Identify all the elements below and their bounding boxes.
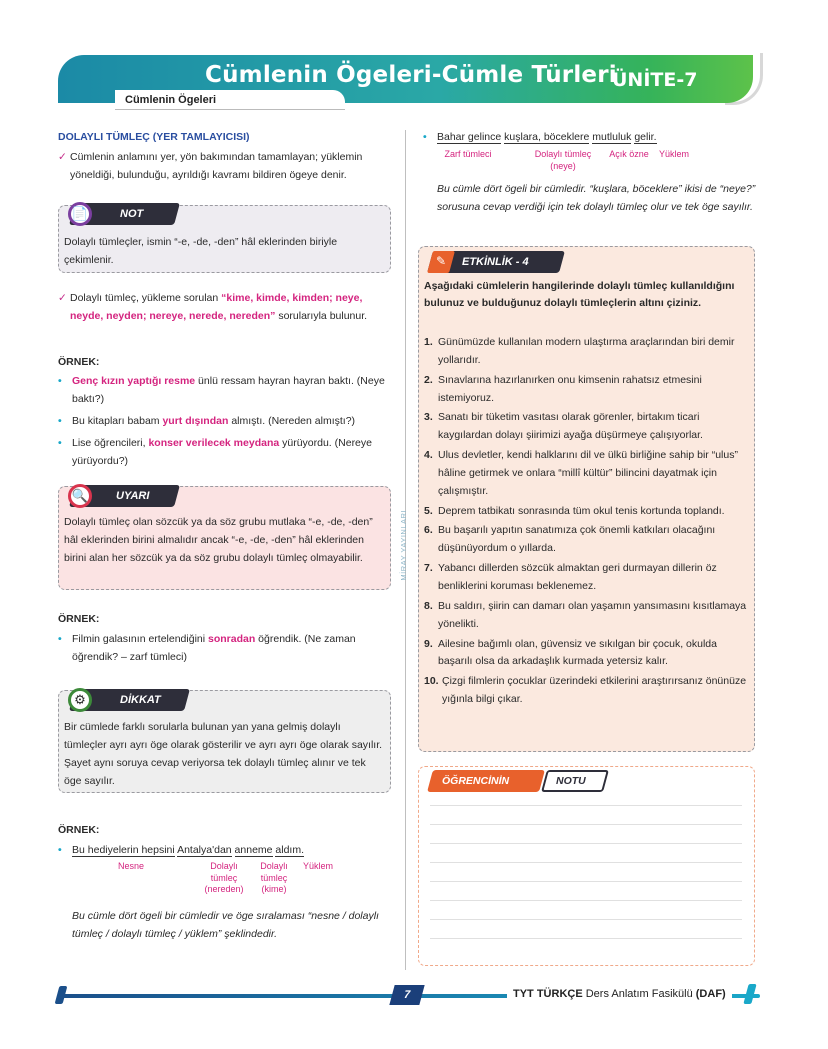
warning-tag: 🔍 UYARI: [68, 482, 178, 510]
explanation: Bu cümle dört ögeli bir cümledir ve öge sıralaması “nesne / dolaylı tümleç / dolaylı tümleç / yüklem” şeklindedir.: [72, 910, 379, 940]
example-heading: ÖRNEK:: [58, 613, 100, 625]
definition-1: ✓ Cümlenin anlamını yer, yön bakımından tamamlayan; yüklemin yöneldiği, bulunduğu, ayrıldığı kavramı bildiren ögeye denir.: [58, 151, 363, 181]
publisher-vertical-text: MİRAY YAYINLARI: [399, 510, 408, 581]
activity-item: 2. Sınavlarına hazırlanırken onu kimsenin rahatsız etmesini istemiyoruz.: [424, 373, 702, 404]
edit-icon: ✎: [436, 254, 447, 268]
activity-item: 10. Çizgi filmlerin çocuklar üzerindeki etkilerini araştırırsanız önünüze yığınla bilgi çıkar.: [424, 675, 747, 706]
magnifier-icon: 🔍: [68, 484, 92, 508]
activity-item: 5. Deprem tatbikatı sonrasında tüm okul tenis kortunda toplandı.: [424, 504, 725, 517]
attention-tag: ⚙ DİKKAT: [68, 686, 188, 714]
note-line: [430, 824, 742, 825]
activity-tag: ✎ ETKİNLİK - 4: [426, 248, 566, 276]
element-label: Açık özne: [609, 149, 649, 159]
element-label: Yüklem: [658, 149, 689, 159]
definition-2: ✓ Dolaylı tümleç, yükleme sorulan “kime, kimde, kimden; neye, neyde, neyden; nereye, nerede, nereden” sorularıyla bulunur.: [58, 292, 368, 322]
element-label: Dolaylı tümleç (kime): [260, 861, 288, 895]
activity-item: 9. Ailesine bağımlı olan, güvensiz ve sıkılgan bir çocuk, okulda başarılı olsa da arkadaşlık kurmada yetersiz kalır.: [424, 637, 717, 668]
note-line: [430, 805, 742, 806]
activity-item: 4. Ulus devletler, kendi halklarını dil ve ülkü birliğine sahip bir “ulus” hâline getirmek ve onlara “millî kültür” bilincini dayatmak için çalışmıştır.: [424, 449, 738, 497]
activity-item: 6. Bu başarılı yapıtın sanatımıza çok önemli katkıları olacağını düşünüyordum o yıllarda.: [424, 524, 716, 555]
page-number: 7: [389, 985, 424, 1005]
section-title: DOLAYLI TÜMLEÇ (YER TAMLAYICISI): [58, 131, 250, 143]
note-line: [430, 881, 742, 882]
note-line: [430, 862, 742, 863]
note-text: Dolaylı tümleçler, ismin “-e, -de, -den” hâl eklerinden biriyle çekimlenir.: [64, 236, 338, 266]
note-line: [430, 843, 742, 844]
activity-list: [424, 334, 750, 711]
alert-gear-icon: ⚙: [68, 688, 92, 712]
document-icon: 📄: [68, 202, 92, 226]
example-heading: ÖRNEK:: [58, 356, 100, 368]
attention-text: Bir cümlede farklı sorularla bulunan yan yana gelmiş dolaylı tümleçler ayrı ayrı öge olarak gösterilir ve ayrı ayrı öge olarak sayılır. Şayet aynı soruya cevap veriyorsa tek dolaylı tümleç alınır ve tek öge sayılır.: [64, 721, 383, 787]
element-label: Zarf tümleci: [444, 149, 492, 159]
explanation: Bu cümle dört ögeli bir cümledir. “kuşlara, böceklere” ikisi de “neye?” sorusuna cevap verdiği için tek dolaylı tümleç olur ve tek öge sayılır.: [437, 183, 756, 213]
unit-label: ÜNİTE-7: [612, 69, 698, 91]
example-item: • Filmin galasının ertelendiğini sonradan öğrendik. (Ne zaman öğrendik? – zarf tümleci): [58, 633, 356, 663]
element-label: Nesne: [117, 861, 144, 871]
example-heading: ÖRNEK:: [58, 824, 100, 836]
analyzed-sentence: • Bu hediyelerin hepsini Antalya'dan anneme aldım.: [58, 844, 305, 856]
example-item: • Bu kitapları babam yurt dışından almıştı. (Nereden almıştı?): [58, 415, 356, 427]
note-tag: 📄 NOT: [68, 200, 178, 228]
activity-item: 7. Yabancı dillerden sözcük almaktan geri durmayan dillerin öz benliklerini koruması beklenemez.: [424, 562, 717, 592]
student-notes-box[interactable]: [418, 766, 755, 966]
example-item: • Genç kızın yaptığı resme ünlü ressam hayran hayran baktı. (Neye baktı?): [58, 375, 385, 405]
page-subtitle: Cümlenin Ögeleri: [115, 90, 345, 109]
activity-item: 8. Bu saldırı, şiirin can damarı olan yaşamın yansımasını kısıtlamaya yönelikti.: [424, 599, 747, 630]
note-line: [430, 938, 742, 939]
page-title: Cümlenin Ögeleri-Cümle Türleri: [205, 62, 617, 88]
element-label: Dolaylı tümleç (neye): [534, 149, 592, 171]
element-label: Yüklem: [302, 861, 333, 871]
warning-text: Dolaylı tümleç olan sözcük ya da söz grubu mutlaka “-e, -de, -den” hâl eklerinden birini almalıdır ancak “-e, -de, -den” hâl eklerinden birini alan her sözcük ya da söz grubu dolaylı tümleç olmayabilir.: [64, 516, 373, 564]
element-label: Dolaylı tümleç (nereden): [204, 861, 244, 895]
footer-title: TYT TÜRKÇE Ders Anlatım Fasikülü (DAF): [507, 986, 732, 1003]
example-item: • Lise öğrencileri, konser verilecek meydana yürüyordu. (Nereye yürüyordu?): [58, 437, 372, 467]
activity-item: 3. Sanatı bir tüketim vasıtası olarak görenler, birtakım ticari kaygılardan dolayı şiirimizi ayağa düşürmeye çalışıyorlar.: [424, 411, 703, 442]
note-line: [430, 900, 742, 901]
check-icon: ✓: [58, 292, 67, 304]
student-notes-tag: ÖĞRENCİNİN NOTU: [428, 768, 618, 794]
activity-instructions: Aşağıdaki cümlelerin hangilerinde dolaylı tümleç kullanıldığını bulunuz ve bulduğunuz dolaylı tümleçlerin altını çiziniz.: [424, 280, 735, 310]
note-line: [430, 919, 742, 920]
analyzed-sentence: • Bahar gelince kuşlara, böceklere mutluluk gelir.: [423, 131, 657, 143]
check-icon: ✓: [58, 151, 67, 163]
activity-item: 1. Günümüzde kullanılan modern ulaştırma araçlarından biri demir yollarıdır.: [424, 336, 735, 366]
